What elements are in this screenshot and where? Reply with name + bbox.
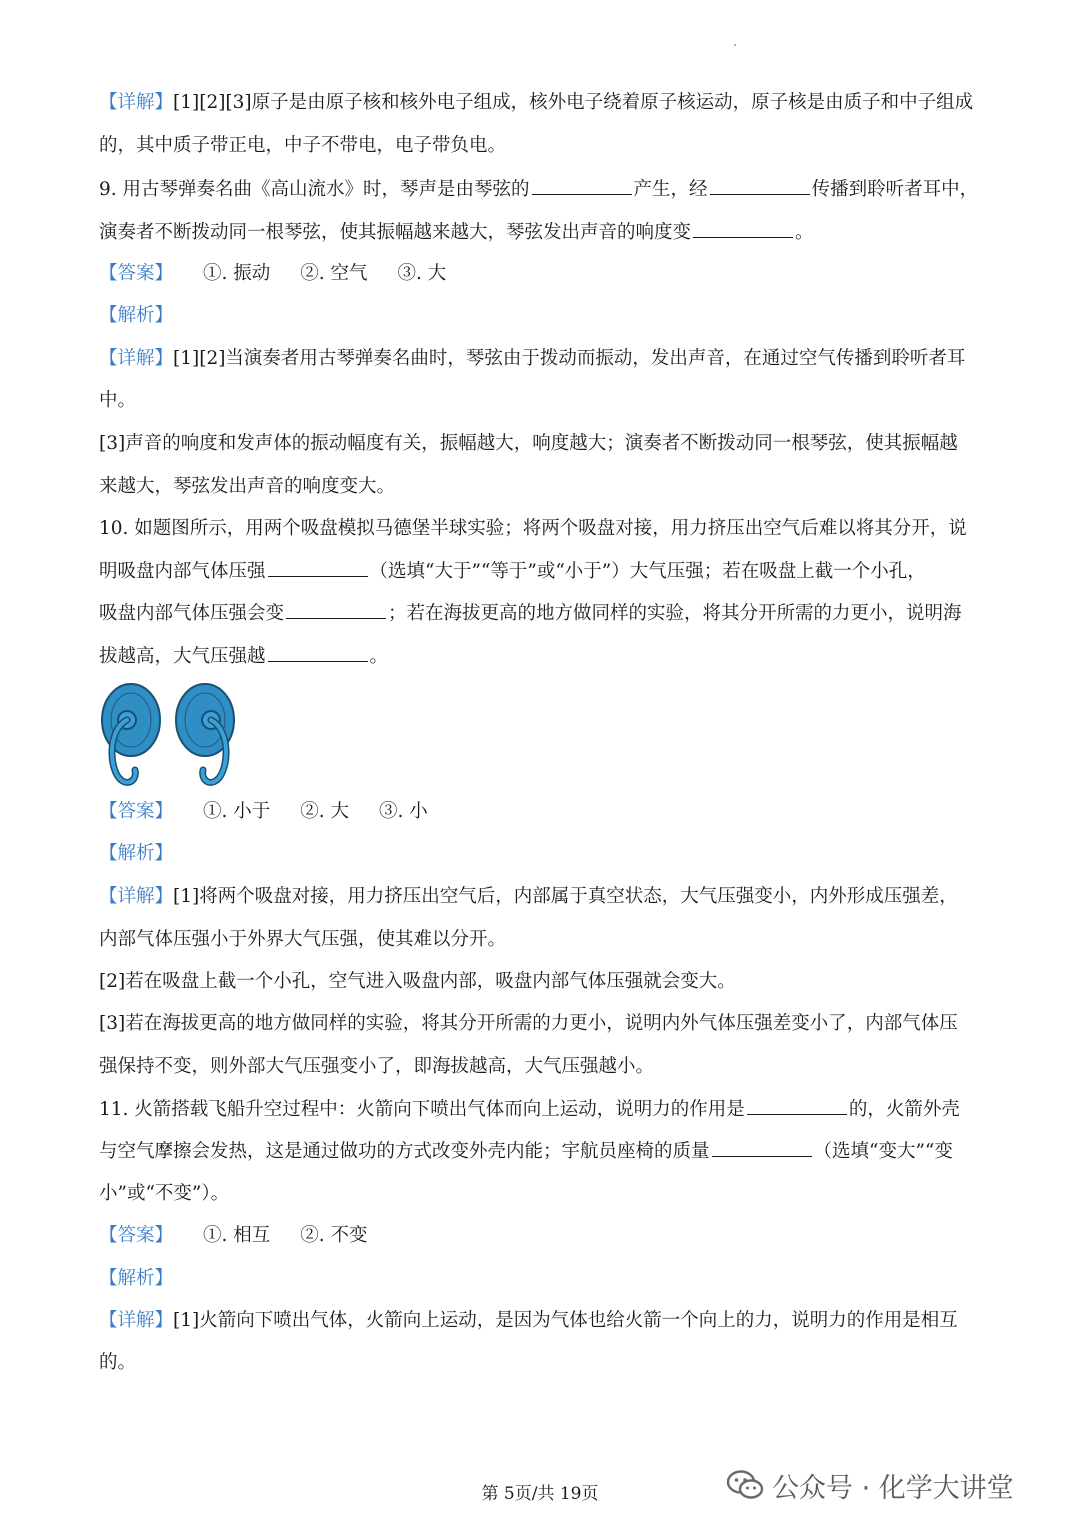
text-line [99,1138,989,1165]
wechat-icon [726,1470,764,1500]
section-tag: 【答案】 [99,263,174,284]
section-tag: 【解析】 [99,305,174,326]
answer-item: ①. 相互 [203,1225,271,1246]
watermark [726,1468,1014,1502]
answer-blank [532,176,632,195]
suction-cup-left [102,684,160,782]
section-tag: 【详解】 [99,92,174,113]
text-line [99,388,989,414]
text-segment: 强保持不变，则外部大气压强变小了，即海拔越高，大气压强越小。 [99,1056,655,1077]
text-line [99,600,989,627]
text-segment: 吸盘内部气体压强会变 [99,603,285,624]
text-segment: [1][2]当演奏者用古琴弹奏名曲时，琴弦由于拨动而振动，发出声音，在通过空气传播到聆听者耳 [173,348,966,369]
answer-blank [710,176,810,195]
text-line [99,841,989,867]
section-tag: 【详解】 [99,1310,174,1331]
text-segment: [1]火箭向下喷出气体，火箭向上运动，是因为气体也给火箭一个向上的力，说明力的作用是相互 [173,1310,958,1331]
text-line [99,799,989,825]
text-line [99,431,989,457]
text-line [99,1096,989,1123]
answer-item: ②. 大 [300,801,350,822]
text-segment: [3]若在海拔更高的地方做同样的实验，将其分开所需的力更小，说明内外气体压强差变小了，内部气体压 [99,1013,958,1034]
text-segment: [1]将两个吸盘对接，用力挤压出空气后，内部属于真空状态，大气压强变小，内外形成压强差， [173,886,958,907]
text-segment: 拔越高，大气压强越 [99,646,266,667]
page-number: 第 5页/共 19页 [481,1484,599,1504]
text-line [99,558,989,585]
answer-blank [268,558,368,577]
text-line [99,969,989,995]
answer-item: ③. 小 [379,801,428,822]
text-segment: ；若在海拔更高的地方做同样的实验，将其分开所需的力更小，说明海 [388,603,962,624]
text-segment: 明吸盘内部气体压强 [99,561,266,582]
answer-blank [712,1138,812,1157]
text-segment: 10. 如题图所示，用两个吸盘模拟马德堡半球实验；将两个吸盘对接，用力挤压出空气后难以将其分开，说 [99,518,967,539]
text-segment: 的，火箭外壳 [848,1099,960,1120]
answer-blank [268,643,368,662]
answer-blank [286,600,386,619]
text-line [99,1266,989,1292]
text-segment: [3]声音的响度和发声体的振动幅度有关，振幅越大，响度越大；演奏者不断拨动同一根琴弦，使其振幅越 [99,433,958,454]
answer-item: ②. 不变 [300,1225,368,1246]
text-segment: 演奏者不断拨动同一根琴弦，使其振幅越来越大，琴弦发出声音的响度变 [99,222,692,243]
text-line [99,516,989,542]
section-tag: 【解析】 [99,843,174,864]
text-segment: 来越大，琴弦发出声音的响度变大。 [99,476,396,497]
text-segment: 小”或“不变”）。 [99,1183,230,1204]
answer-blank [693,219,793,238]
suction-cups-figure [99,680,249,790]
text-segment: 与空气摩擦会发热，这是通过做功的方式改变外壳内能；宇航员座椅的质量 [99,1141,710,1162]
text-segment: 11. 火箭搭载飞船升空过程中：火箭向下喷出气体而向上运动，说明力的作用是 [99,1099,745,1120]
text-segment: （选填“大于”“等于”或“小于”）大气压强；若在吸盘上截一个小孔， [369,561,926,582]
answer-item: ①. 振动 [203,263,271,284]
scan-dot [734,44,736,46]
text-segment: [2]若在吸盘上截一个小孔，空气进入吸盘内部，吸盘内部气体压强就会变大。 [99,971,736,992]
section-tag: 【详解】 [99,348,174,369]
text-segment: 。 [369,646,389,667]
text-line [99,643,989,670]
text-segment: 的。 [99,1352,137,1373]
text-line [99,927,989,953]
text-line [99,884,989,910]
answer-blank [747,1096,847,1115]
text-segment: 中。 [99,390,137,411]
text-line [99,1054,989,1080]
text-segment: 。 [795,222,814,243]
answer-item: ③. 大 [397,263,447,284]
text-line [99,219,989,246]
text-line [99,474,989,500]
text-line [99,1223,989,1249]
text-segment: 传播到聆听者耳中， [811,179,979,200]
answer-item: ②. 空气 [300,263,368,284]
watermark-text: 公众号 · 化学大讲堂 [772,1472,1014,1504]
text-line [99,1350,989,1376]
text-line [99,90,989,116]
section-tag: 【答案】 [99,801,174,822]
text-segment: 产生，经 [633,179,708,200]
text-segment: 内部气体压强小于外界大气压强，使其难以分开。 [99,929,507,950]
text-line [99,1308,989,1334]
section-tag: 【答案】 [99,1225,174,1246]
text-line [99,176,989,203]
text-line [99,261,989,287]
text-line [99,346,989,372]
text-line [99,303,989,329]
suction-cup-right [176,684,234,782]
text-line [99,1011,989,1037]
text-line [99,1181,989,1207]
text-segment: 9. 用古琴弹奏名曲《高山流水》时，琴声是由琴弦的 [99,179,530,200]
text-segment: （选填“变大”“变 [813,1141,953,1162]
text-segment: [1][2][3]原子是由原子核和核外电子组成，核外电子绕着原子核运动，原子核是由质子和中子组成 [173,92,974,113]
section-tag: 【详解】 [99,886,174,907]
section-tag: 【解析】 [99,1268,174,1289]
text-line [99,133,989,159]
answer-item: ①. 小于 [203,801,271,822]
text-segment: 的，其中质子带正电，中子不带电，电子带负电。 [99,135,507,156]
